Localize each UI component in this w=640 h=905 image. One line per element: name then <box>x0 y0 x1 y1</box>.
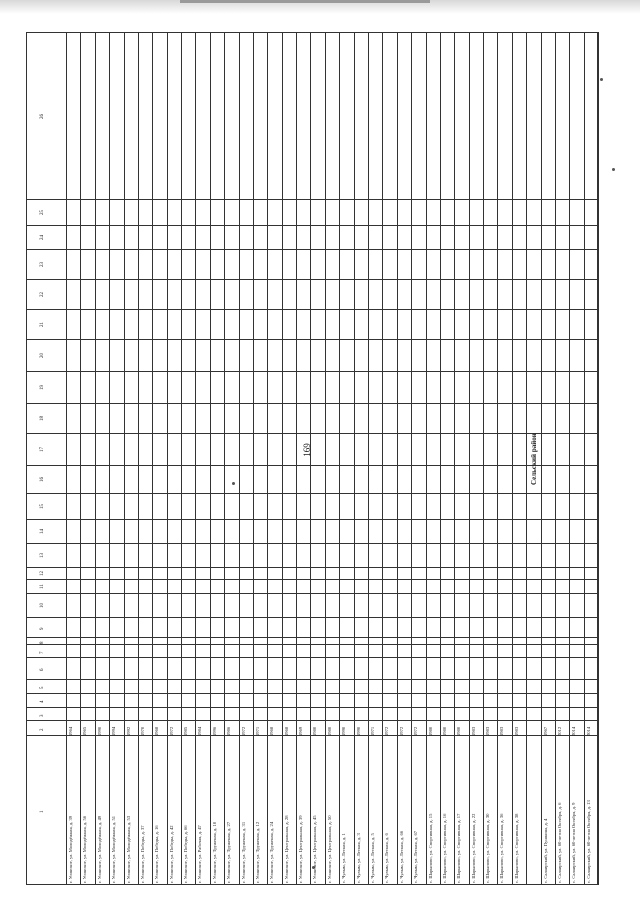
value-cell: 1980 <box>441 726 447 736</box>
column-separator <box>26 543 598 544</box>
address-cell: с. Шарыпово, ул. Спортивная, д. 22 <box>470 813 476 883</box>
column-separator <box>26 199 598 200</box>
column-separator <box>26 519 598 520</box>
value-cell: 1996 <box>211 726 217 736</box>
value-cell: 1972 <box>384 726 390 736</box>
address-cell: г. Усинское, ул. Центральная, д. 28 <box>283 815 289 883</box>
column-number-header: 5 <box>40 686 45 689</box>
address-cell: с. Шарыпово, ул. Спортивная, д. 15 <box>427 813 433 883</box>
row-separator <box>512 32 513 885</box>
address-cell: с. Салаирский, ул. 60-летия Октября, д. 6 <box>556 802 562 883</box>
column-number-header: 14 <box>40 529 45 534</box>
address-cell: с. Салаирский, ул. 60-летия Октября, д. 9 <box>571 802 577 883</box>
value-cell: 1965 <box>82 726 88 736</box>
address-cell: с. Салаирский, ул. 60-летия Октября, д. 13 <box>585 800 591 883</box>
row-separator <box>310 32 311 885</box>
row-separator <box>454 32 455 885</box>
row-separator <box>426 32 427 885</box>
address-cell: г. Усинское, ул. Победы, д. 42 <box>168 825 174 883</box>
column-separator <box>26 657 598 658</box>
address-cell: с. Чулым, ул. Лесная, д. 6 <box>384 833 390 883</box>
address-cell: с. Шарыпово, ул. Спортивная, д. 30 <box>485 813 490 883</box>
value-cell: 1985 <box>183 726 188 736</box>
row-separator <box>483 32 484 885</box>
value-cell: 1972 <box>398 726 404 736</box>
address-cell: с. Чулым, ул. Лесная, д. 5 <box>369 833 375 883</box>
column-separator <box>26 249 598 250</box>
column-separator <box>26 637 598 638</box>
row-separator <box>296 32 297 885</box>
row-separator <box>526 32 527 885</box>
value-cell: 2014 <box>571 726 577 736</box>
column-separator <box>26 593 598 594</box>
column-number-header: 18 <box>40 416 45 421</box>
row-separator <box>382 32 383 885</box>
address-cell: г. Усинское, ул. Молодёжная, д. 39 <box>68 815 73 883</box>
row-separator <box>138 32 139 885</box>
column-number-header: 22 <box>40 292 45 297</box>
scan-speck <box>612 168 615 171</box>
column-number-header: 21 <box>40 322 45 327</box>
section-title: Сельский район <box>530 433 539 485</box>
value-cell: 1967 <box>542 726 548 736</box>
value-cell: 1980 <box>312 726 318 736</box>
column-number-header: 16 <box>40 477 45 482</box>
column-separator <box>26 579 598 580</box>
row-separator <box>598 32 599 885</box>
value-cell: 1972 <box>240 726 246 736</box>
value-cell: 1964 <box>68 726 73 736</box>
column-number-header: 4 <box>40 700 45 703</box>
column-number-header: 26 <box>40 113 45 119</box>
value-cell: 1971 <box>254 726 260 736</box>
address-cell: г. Усинское, ул. Победы, д. 37 <box>139 825 145 883</box>
column-number-header: 9 <box>40 627 45 630</box>
address-cell: г. Усинское, ул. Молодёжная, д. 49 <box>96 815 102 883</box>
row-separator <box>569 32 570 885</box>
row-separator <box>282 32 283 885</box>
value-cell: 1983 <box>513 726 519 736</box>
value-cell: 1983 <box>470 726 476 736</box>
address-cell: с. Чулым, ул. Лесная, д. 3 <box>355 833 361 883</box>
row-separator <box>555 32 556 885</box>
row-separator <box>210 32 211 885</box>
column-separator <box>26 720 598 721</box>
column-separator <box>26 465 598 466</box>
page-number: 169 <box>301 443 312 457</box>
value-cell: 1980 <box>326 726 332 736</box>
column-separator <box>26 679 598 680</box>
value-cell: 1972 <box>168 726 174 736</box>
value-cell: 1970 <box>139 726 145 736</box>
address-cell: с. Шарыпово, ул. Спортивная, д. 17 <box>456 813 462 883</box>
row-separator <box>224 32 225 885</box>
scan-speck <box>600 78 603 81</box>
row-separator <box>584 32 585 885</box>
value-cell: 1969 <box>298 726 304 736</box>
row-separator <box>325 32 326 885</box>
housing-table <box>26 32 598 885</box>
address-cell: г. Усинское, ул. Победы, д. 66 <box>183 825 188 883</box>
row-separator <box>397 32 398 885</box>
value-cell: 2012 <box>556 726 562 736</box>
address-cell: г. Усинское, ул. Труженая, д. 24 <box>269 821 275 883</box>
value-cell: 1980 <box>427 726 433 736</box>
address-cell: с. Чулым, ул. Лесная, д. 66 <box>398 830 404 883</box>
column-number-header: 20 <box>40 353 45 358</box>
row-separator <box>368 32 369 885</box>
row-separator <box>80 32 81 885</box>
value-cell: 1994 <box>111 726 117 736</box>
column-number-header: 11 <box>40 584 45 589</box>
address-cell: г. Усинское, ул. Центральная, д. 39 <box>298 815 304 883</box>
column-separator <box>26 371 598 372</box>
value-cell: 1968 <box>154 726 160 736</box>
column-separator <box>26 693 598 694</box>
column-number-header: 2 <box>40 728 45 731</box>
value-cell: 1990 <box>355 726 361 736</box>
column-separator <box>26 644 598 645</box>
value-cell: 1980 <box>456 726 462 736</box>
value-cell: 1972 <box>413 726 419 736</box>
row-separator <box>95 32 96 885</box>
value-cell: 1968 <box>269 726 275 736</box>
value-cell: 1984 <box>197 726 203 736</box>
column-number-header: 8 <box>40 641 45 644</box>
value-cell: 1990 <box>96 726 102 736</box>
value-cell: 1983 <box>485 726 490 736</box>
value-cell: 1968 <box>283 726 289 736</box>
column-separator <box>26 225 598 226</box>
column-separator <box>26 707 598 708</box>
value-cell: 2014 <box>585 726 591 736</box>
value-cell: 1971 <box>369 726 375 736</box>
row-separator <box>354 32 355 885</box>
value-cell: 1983 <box>499 726 505 736</box>
row-separator <box>181 32 182 885</box>
row-separator <box>239 32 240 885</box>
column-number-header: 3 <box>40 714 45 717</box>
address-cell: г. Усинское, ул. Труженая, д. 27 <box>226 821 232 883</box>
column-separator <box>26 493 598 494</box>
address-cell: г. Усинское, ул. Труженая, д. 10 <box>211 821 217 883</box>
address-cell: г. Усинское, ул. Центральная, д. 45 <box>312 815 318 883</box>
column-number-header: 17 <box>40 447 45 452</box>
column-number-header: 10 <box>40 603 45 608</box>
row-separator <box>440 32 441 885</box>
column-separator <box>26 567 598 568</box>
row-separator <box>267 32 268 885</box>
table-border-left <box>26 32 27 885</box>
row-separator <box>253 32 254 885</box>
address-cell: г. Усинское, ул. Молодёжная, д. 51 <box>111 815 117 883</box>
column-separator <box>26 617 598 618</box>
column-separator <box>26 433 598 434</box>
address-cell: г. Усинское, ул. Победы, д. 16 <box>154 825 160 883</box>
scan-artifact-line <box>180 0 430 3</box>
address-cell: с. Чулым, ул. Лесная, д. 67 <box>413 830 419 883</box>
address-cell: г. Усинское, ул. Труженая, д. 12 <box>254 821 260 883</box>
row-separator <box>124 32 125 885</box>
row-separator <box>469 32 470 885</box>
column-separator <box>26 403 598 404</box>
column-number-header: 24 <box>40 235 45 240</box>
row-separator <box>195 32 196 885</box>
value-cell: 1990 <box>341 726 347 736</box>
address-cell: с. Шарыпово, ул. Спортивная, д. 38 <box>513 813 519 883</box>
column-number-header: 19 <box>40 385 45 390</box>
column-number-header: 12 <box>40 571 45 576</box>
column-separator <box>26 32 598 33</box>
row-separator <box>167 32 168 885</box>
address-cell: с. Шарыпово, ул. Спортивная, д. 16 <box>441 813 447 883</box>
column-number-header: 13 <box>40 553 45 558</box>
address-cell: г. Усинское, ул. Центральная, д. 50 <box>326 815 332 883</box>
address-cell: г. Усинское, ул. Рабочая, д. 47 <box>197 825 203 883</box>
value-cell: 1992 <box>125 726 131 736</box>
column-number-header: 15 <box>40 504 45 509</box>
row-separator <box>541 32 542 885</box>
row-separator <box>109 32 110 885</box>
row-separator <box>411 32 412 885</box>
address-cell: г. Усинское, ул. Труженая, д. 31 <box>240 821 246 883</box>
column-number-header: 7 <box>40 651 45 654</box>
address-cell: г. Усинское, ул. Молодёжная, д. 56 <box>82 815 88 883</box>
column-number-header: 23 <box>40 262 45 267</box>
column-separator <box>26 309 598 310</box>
column-separator <box>26 279 598 280</box>
column-separator <box>26 339 598 340</box>
column-number-header: 1 <box>40 810 45 813</box>
column-number-header: 6 <box>40 668 45 671</box>
row-separator <box>497 32 498 885</box>
column-separator <box>26 884 598 885</box>
table-border-right <box>597 32 598 885</box>
address-cell: с. Салаирский, ул. Пушкина, д. 4 <box>542 818 548 883</box>
header-separator <box>66 32 67 885</box>
row-separator <box>339 32 340 885</box>
address-cell: г. Усинское, ул. Молодёжная, д. 53 <box>125 815 131 883</box>
value-cell: 1986 <box>226 726 232 736</box>
row-separator <box>152 32 153 885</box>
address-cell: с. Чулым, ул. Лесная, д. 1 <box>341 833 347 883</box>
column-number-header: 25 <box>40 210 45 215</box>
address-cell: с. Шарыпово, ул. Спортивная, д. 36 <box>499 813 505 883</box>
